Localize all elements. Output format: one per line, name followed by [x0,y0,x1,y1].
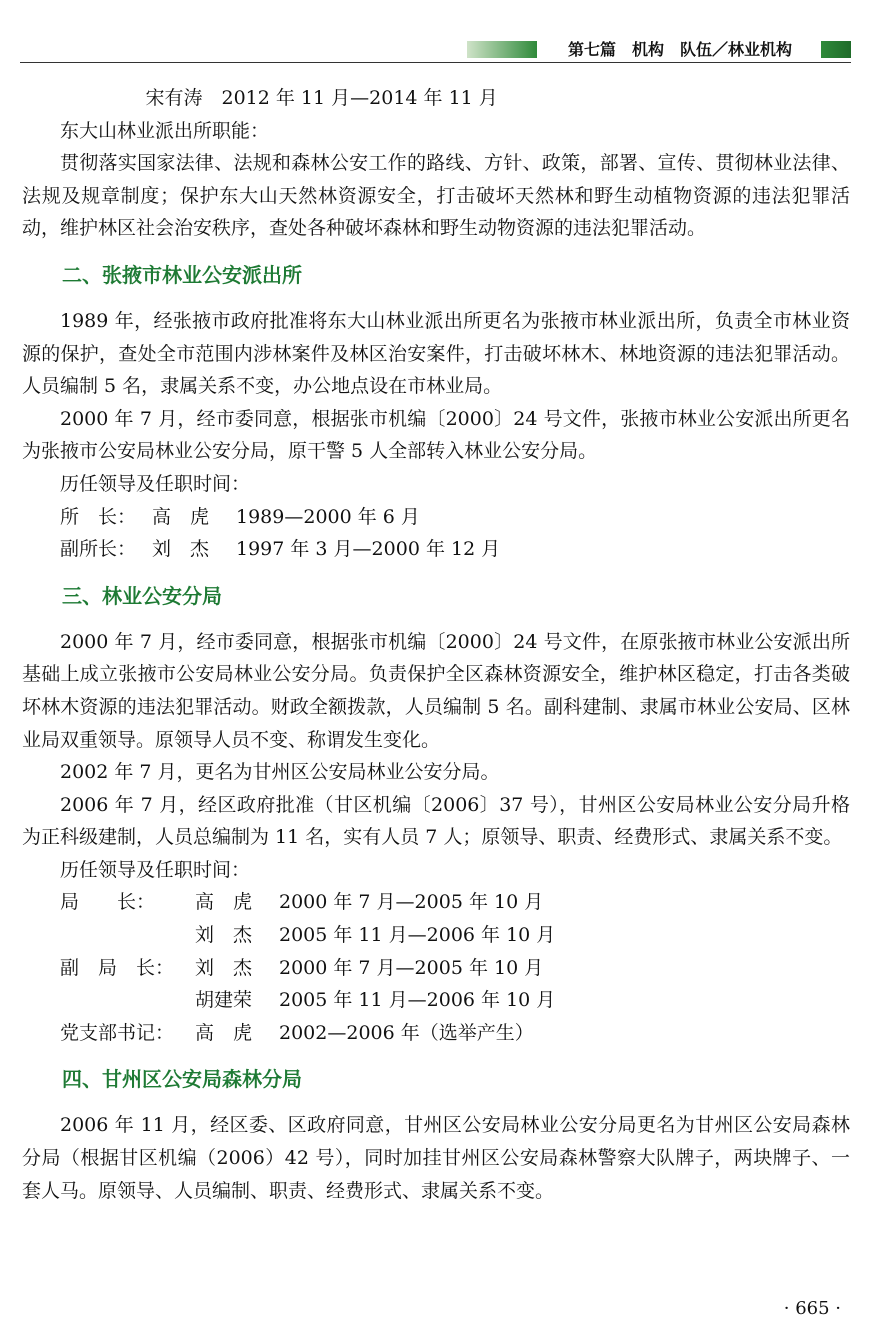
leader-role: 党支部书记： [60,1021,175,1044]
header-accent-bar-left [467,41,537,58]
leader-role: 所 长： [60,505,137,528]
leader-term: 1989—2000 年 6 月 [236,505,420,528]
section2-paragraph-2: 2000 年 7 月，经市委同意，根据张市机编〔2000〕24 号文件，张掖市林业公安派出所更名为张掖市公安局林业公安分局，原干警 5 人全部转入林业公安分局。 [22,407,850,463]
section3-paragraph-3: 2006 年 7 月，经区政府批准（甘区机编〔2006〕37 号），甘州区公安局林业公安分局升格为正科级建制，人员总编制为 11 名，实有人员 7 人；原领导、职责、经费形式、隶属关系不变。 [22,793,850,849]
section4-paragraph-1: 2006 年 11 月，经区委、区政府同意，甘州区公安局林业公安分局更名为甘州区公安局森林分局（根据甘区机编（2006）42 号），同时加挂甘州区公安局森林警察大队牌子，两块牌子、一套人马。原领导、人员编制、职责、经费形式、隶属关系不变。 [22,1114,850,1202]
section3-leaders-table [22,886,850,1049]
section3-heading: 三、林业公安分局 [62,583,222,608]
leader-term: 2000 年 7 月—2005 年 10 月 [279,891,544,914]
header-accent-bar-right [821,41,851,58]
section3-paragraph-2: 2002 年 7 月，更名为甘州区公安局林业公安分局。 [60,761,500,784]
leader-term: 2002—2006 年（选举产生） [279,1021,534,1044]
leader-name: 高 虎 [152,505,210,528]
leader-term: 2000 年 7 月—2005 年 10 月 [279,956,544,979]
leader-name: 刘 杰 [195,924,253,947]
leader-name: 胡建荣 [195,989,253,1012]
page-body [22,82,850,1207]
intro-duties-label: 东大山林业派出所职能： [60,119,270,142]
section2-leaders-label: 历任领导及任职时间： [60,472,251,495]
leader-role [60,984,195,1017]
leader-name: 高 虎 [195,1021,253,1044]
section2-leaders-table [22,501,850,566]
intro-leader-line: 宋有涛 2012 年 11 月—2014 年 11 月 [145,87,498,109]
leader-role [60,919,195,952]
intro-duties-text: 贯彻落实国家法律、法规和森林公安工作的路线、方针、政策，部署、宣传、贯彻林业法律、法规及规章制度；保护东大山天然林资源安全，打击破坏天然林和野生动植物资源的违法犯罪活动，维护林区社会治安秩序，查处各种破坏森林和野生动物资源的违法犯罪活动。 [22,152,850,240]
section4-heading: 四、甘州区公安局森林分局 [62,1067,302,1092]
leader-term: 1997 年 3 月—2000 年 12 月 [236,538,501,561]
section3-leaders-label: 历任领导及任职时间： [60,858,251,881]
running-header [20,38,851,62]
leader-role: 副 局 长： [60,956,175,979]
section2-heading: 二、张掖市林业公安派出所 [62,262,302,287]
leader-term: 2005 年 11 月—2006 年 10 月 [279,989,556,1012]
leader-name: 刘 杰 [152,538,210,561]
page-number: · 665 · [783,1298,841,1319]
header-rule [20,62,851,63]
section3-paragraph-1: 2000 年 7 月，经市委同意，根据张市机编〔2000〕24 号文件，在原张掖市林业公安派出所基础上成立张掖市公安局林业公安分局。负责保护全区森林资源安全，维护林区稳定，打击各类破坏林木资源的违法犯罪活动。财政全额拨款，人员编制 5 名。副科建制、隶属市林业公安局、区林业局双重领导。原领导人员不变、称谓发生变化。 [22,630,850,751]
leader-name: 刘 杰 [195,956,253,979]
leader-term: 2005 年 11 月—2006 年 10 月 [279,924,556,947]
leader-role: 副所长： [60,538,137,561]
header-title: 第七篇 机构 队伍／林业机构 [567,40,792,59]
leader-role: 局 长： [60,891,156,914]
leader-name: 高 虎 [195,891,253,914]
section2-paragraph-1: 1989 年，经张掖市政府批准将东大山林业派出所更名为张掖市林业派出所，负责全市林业资源的保护，查处全市范围内涉林案件及林区治安案件，打击破坏林木、林地资源的违法犯罪活动。人员编制 5 名，隶属关系不变，办公地点设在市林业局。 [22,309,850,398]
